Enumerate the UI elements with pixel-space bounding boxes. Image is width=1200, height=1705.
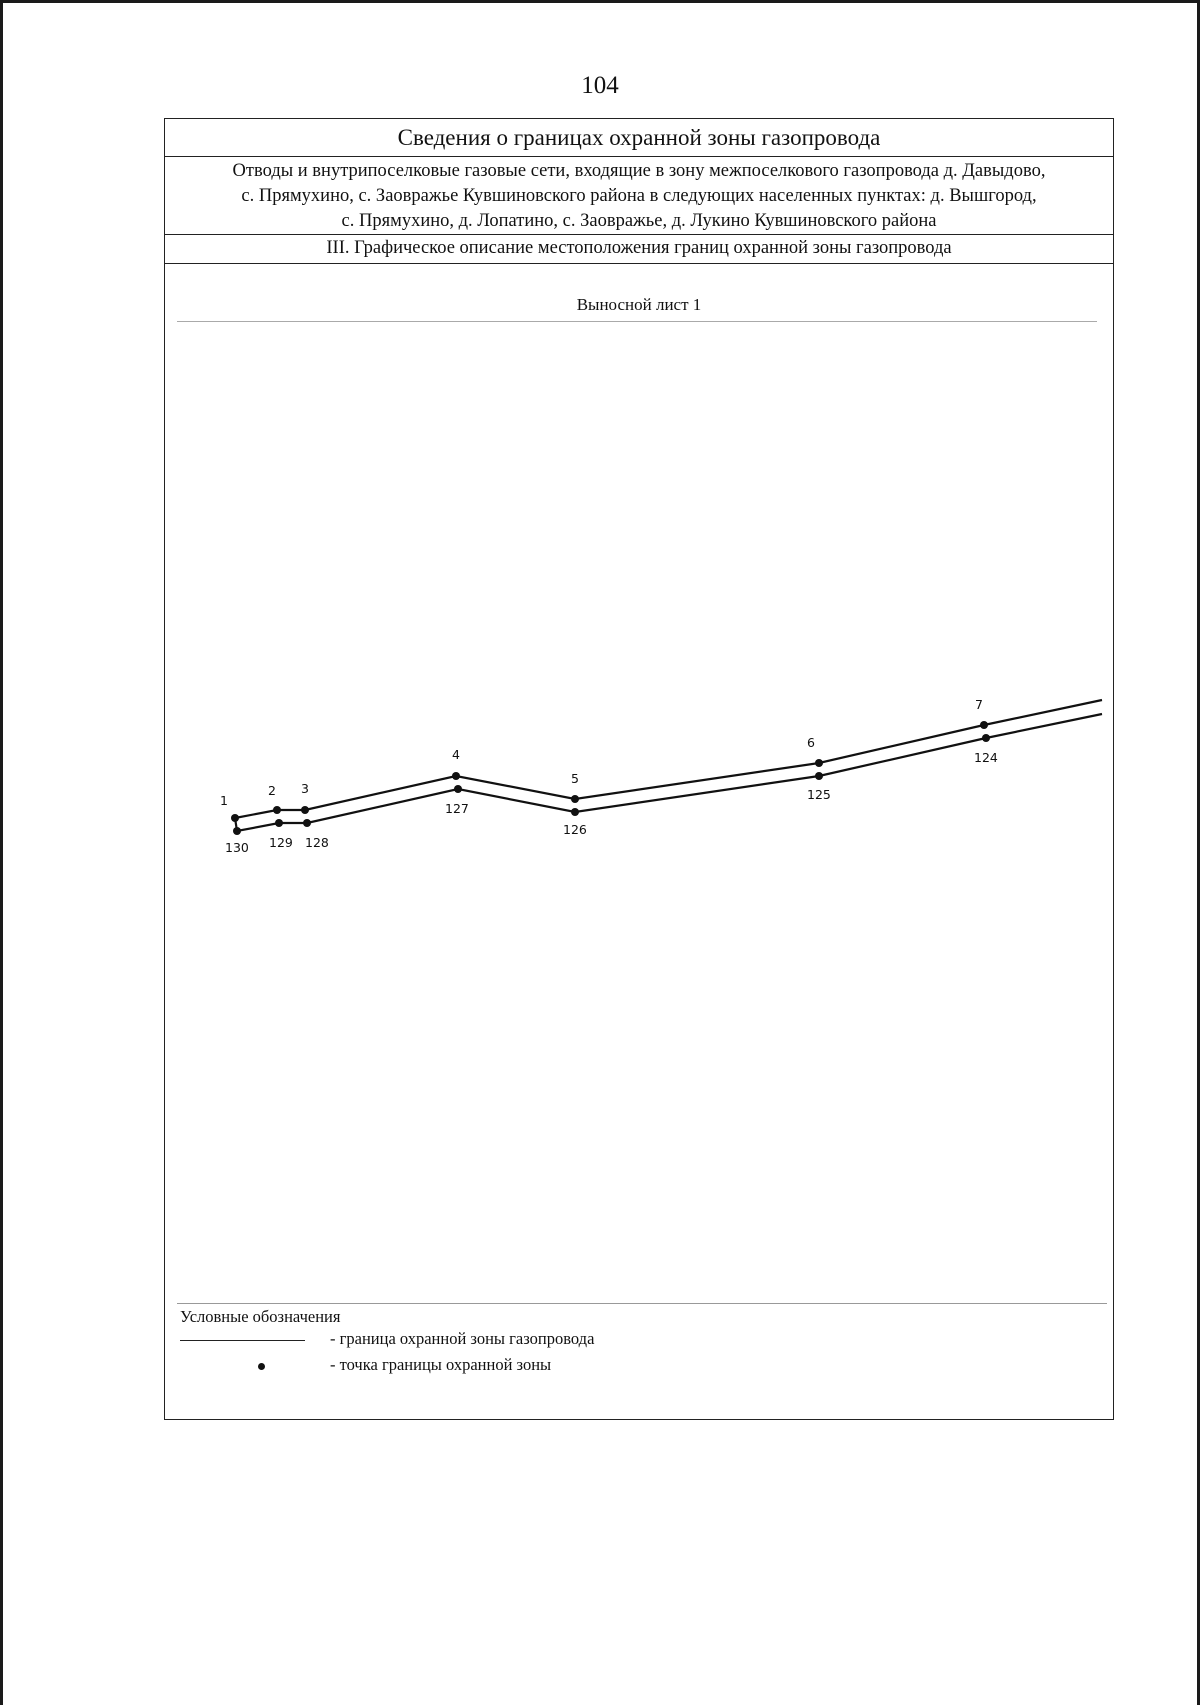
document-frame [164,118,1114,1420]
legend-item-label: - точка границы охранной зоны [330,1355,552,1374]
document-title: Сведения о границах охранной зоны газопровода [165,119,1113,157]
boundary-plan [165,119,1115,1299]
boundary-point [233,827,241,835]
boundary-point [454,785,462,793]
point-label: 129 [269,835,293,850]
boundary-point [815,759,823,767]
point-label: 124 [974,750,998,765]
point-label: 2 [268,783,276,798]
boundary-line-upper [235,700,1102,818]
boundary-point [982,734,990,742]
point-label: 128 [305,835,329,850]
boundary-line-lower [235,714,1102,831]
legend-rule [177,1303,1107,1304]
point-label: 5 [571,771,579,786]
point-label: 6 [807,735,815,750]
point-label: 125 [807,787,831,802]
boundary-point [571,795,579,803]
legend-line-symbol [180,1340,305,1341]
scan-edge-top [0,0,1200,3]
point-label: 130 [225,840,249,855]
scan-edge-left [0,0,3,1705]
point-label: 7 [975,697,983,712]
boundary-point [571,808,579,816]
point-label: 1 [220,793,228,808]
description-line: с. Прямухино, с. Заовражье Кувшиновского района в следующих населенных пунктах: д. Вышгород, [241,186,1037,206]
point-label: 3 [301,781,309,796]
boundary-point [980,721,988,729]
sheet-title: Выносной лист 1 [576,295,702,314]
page-number: 104 [581,72,619,99]
legend-title: Условные обозначения [180,1307,341,1326]
section-heading: III. Графическое описание местоположения границ охранной зоны газопровода [165,235,1113,264]
legend-item-line [180,1329,880,1351]
legend-dot-symbol [258,1363,265,1370]
description-line: с. Прямухино, д. Лопатино, с. Заовражье, д. Лукино Кувшиновского района [341,211,937,231]
boundary-point [815,772,823,780]
point-label: 126 [563,822,587,837]
boundary-point [303,819,311,827]
boundary-point [452,772,460,780]
boundary-point [275,819,283,827]
boundary-point [301,806,309,814]
boundary-point [231,814,239,822]
description-line: Отводы и внутрипоселковые газовые сети, входящие в зону межпоселкового газопровода д. Давыдово, [232,161,1046,181]
point-label: 127 [445,801,469,816]
boundary-point [273,806,281,814]
legend-item-dot [180,1355,880,1377]
point-label: 4 [452,747,460,762]
legend-item-label: - граница охранной зоны газопровода [330,1329,595,1348]
